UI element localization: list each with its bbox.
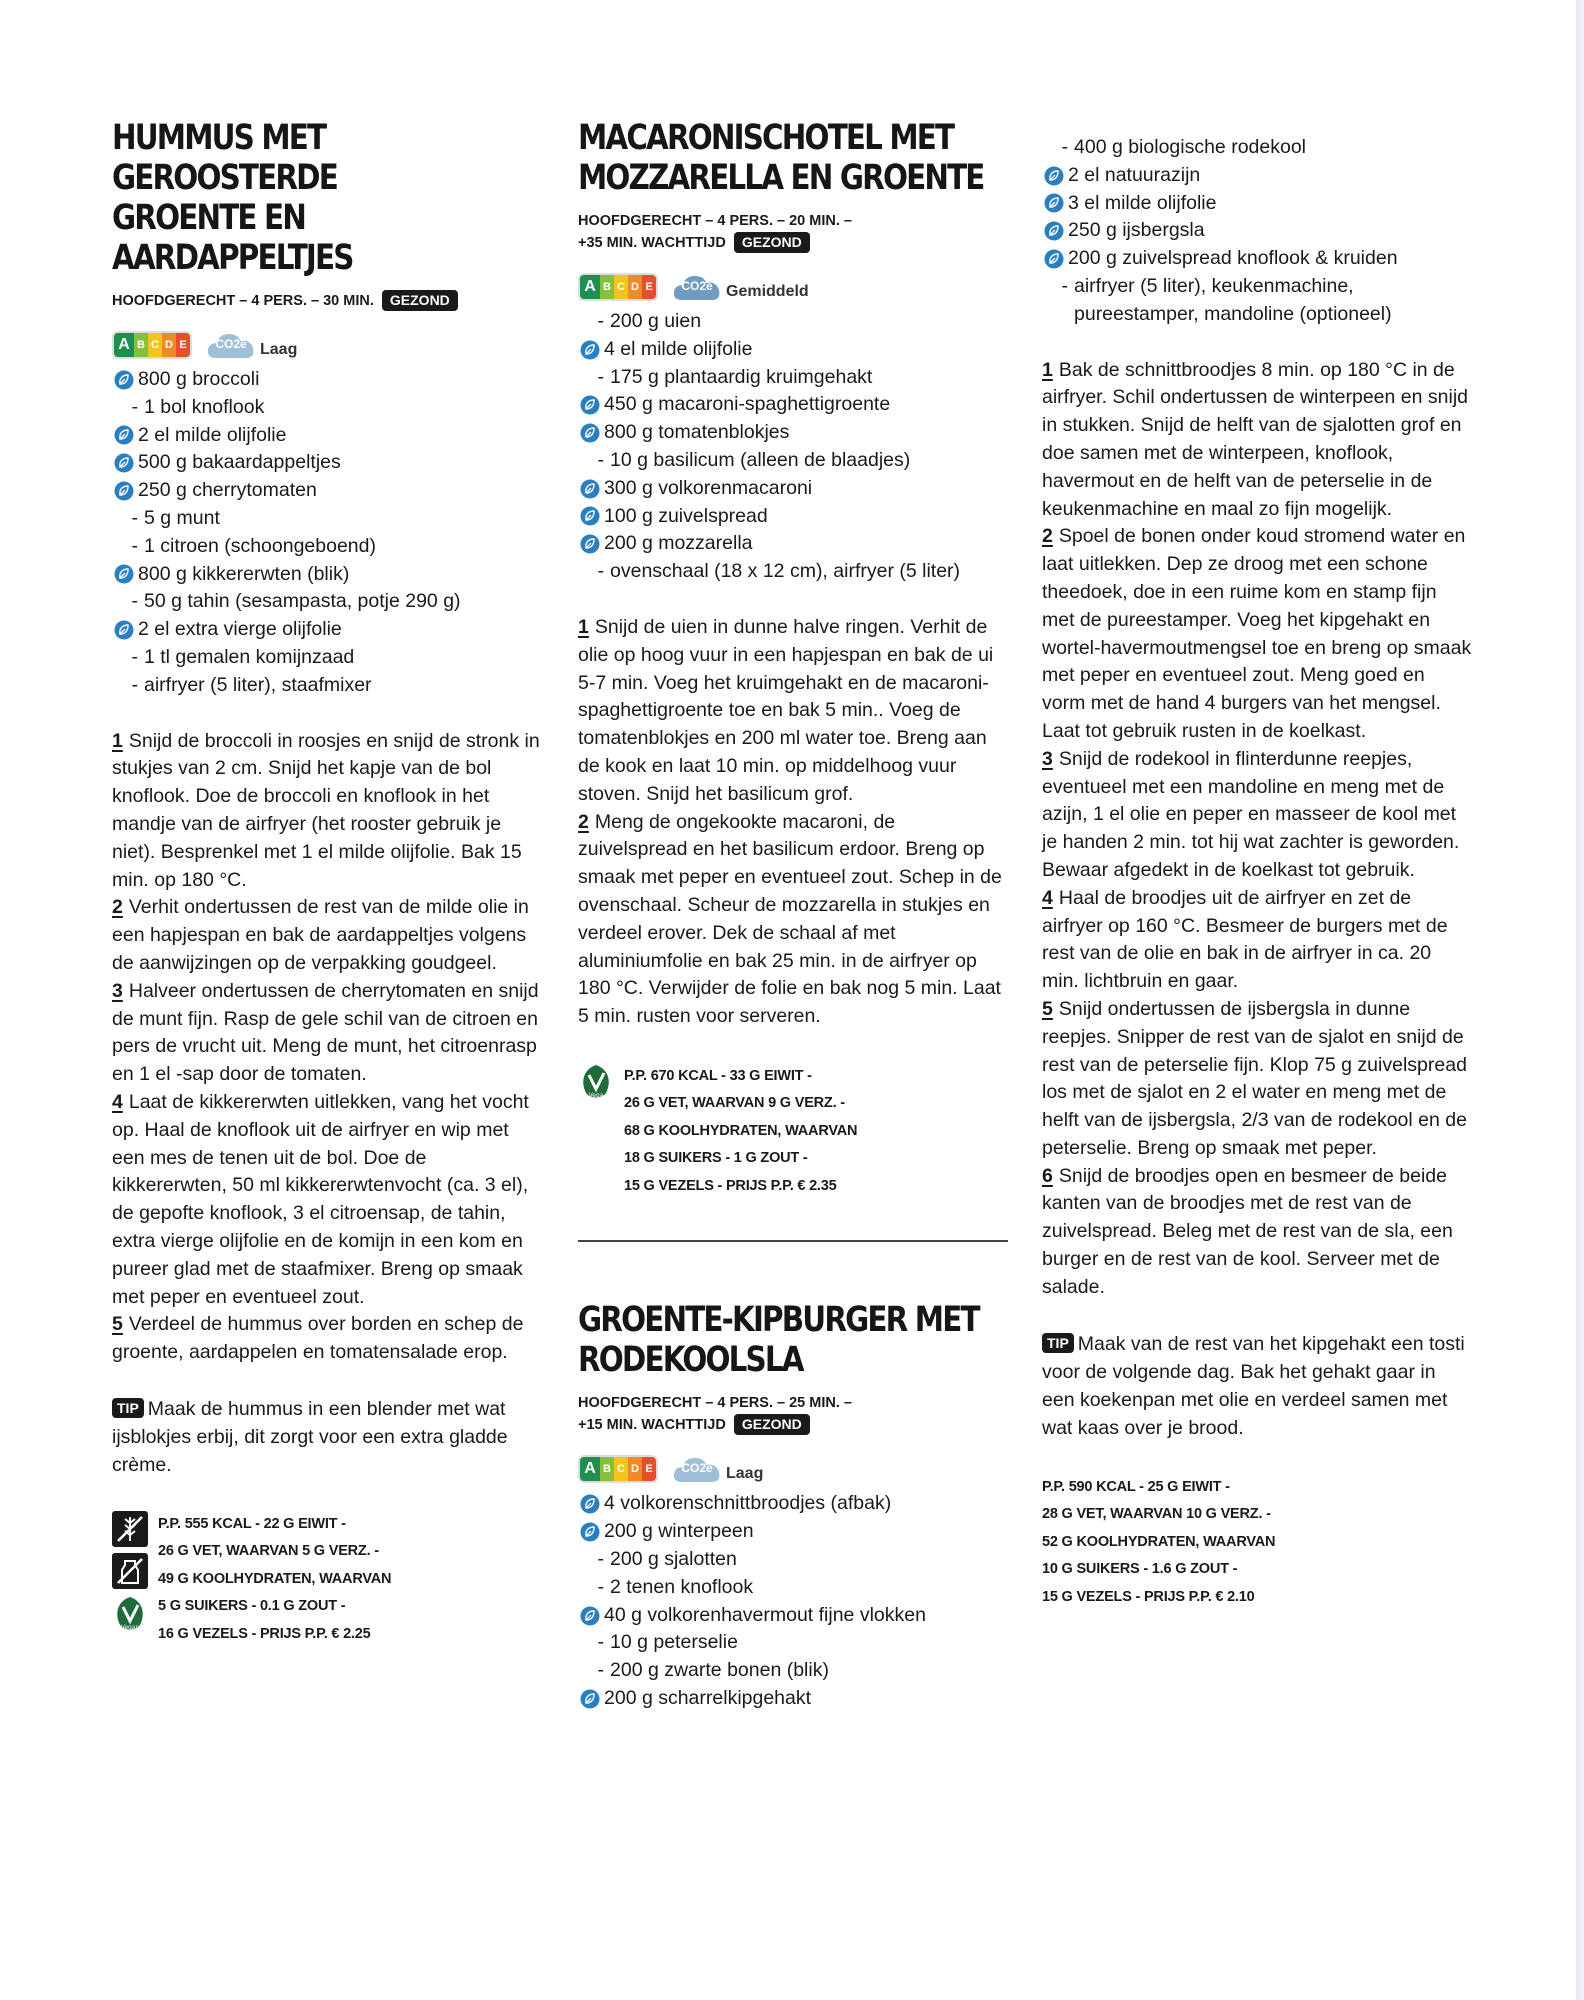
co2-cloud-icon: CO2e — [672, 1454, 722, 1484]
ingredient-item — [578, 1546, 1008, 1574]
step-text: Verhit ondertussen de rest van de milde olie in een hapjespan en bak de aardappeltjes volgens de aanwijzingen op de verpakking goudgeel. — [112, 896, 529, 974]
ingredient-text: 2 el extra vierge olijfolie — [138, 618, 342, 641]
recipe-meta: HOOFDGERECHT – 4 PERS. – 30 MIN. GEZOND — [112, 290, 542, 312]
ingredient-item — [112, 477, 542, 505]
leaf-icon — [580, 423, 600, 443]
ingredient-text: 450 g macaroni-spaghettigroente — [604, 393, 891, 416]
ingredient-item — [112, 616, 542, 644]
ingredient-item — [1042, 134, 1472, 162]
nutrition-values: P.P. 670 KCAL - 33 G EIWIT - 26 G VET, WAARVAN 9 G VERZ. - 68 G KOOLHYDRATEN, WAARVAN 18 G SUIKERS - 1 G ZOUT - 15 G VEZELS - PRIJS P.P. € 2.35 — [624, 1067, 858, 1194]
ingredient-text: 2 el natuurazijn — [1068, 163, 1201, 186]
ingredient-text: 4 volkorenschnittbroodjes (afbak) — [604, 1492, 892, 1515]
step-5 — [112, 1311, 542, 1367]
ingredient-item — [578, 558, 1008, 586]
step-text: Snijd de broccoli in roosjes en snijd de stronk in stukjes van 2 cm. Snijd het kapje van de bol knoflook. Doe de broccoli en knoflook in het mandje van de airfryer (het rooster gebruik je niet). Besprenkel met 1 el milde olijfolie. Bak 15 min. op 180 °C. — [112, 729, 540, 891]
dash-marker: - — [597, 1659, 604, 1682]
step-1 — [578, 614, 1008, 809]
recipe-macaronischotel — [578, 118, 1008, 1200]
ingredient-item — [1042, 162, 1472, 190]
ingredient-text: 400 g biologische rodekool — [1074, 136, 1307, 158]
column-right — [1042, 134, 1472, 1611]
step-2 — [578, 809, 1008, 1031]
leaf-icon — [580, 1606, 600, 1626]
dash-marker: - — [597, 1575, 604, 1598]
leaf-icon — [580, 1494, 600, 1514]
co2-cloud-icon: CO2e — [672, 272, 722, 302]
ingredient-item — [112, 672, 542, 700]
tip-box: TIP Maak de hummus in een blender met wat ijsblokjes erbij, dit zorgt voor een extra gladde crème. — [112, 1397, 508, 1476]
ingredient-text: 1 tl gemalen komijnzaad — [144, 645, 355, 668]
leaf-icon — [1044, 249, 1064, 269]
recipe-meta: HOOFDGERECHT – 4 PERS. – 25 MIN. – +15 MIN. WACHTTIJD GEZOND — [578, 1395, 852, 1434]
ingredient-text: 1 citroen (schoongeboend) — [144, 534, 376, 557]
ingredient-item — [1042, 217, 1472, 245]
leaf-icon — [580, 506, 600, 526]
svg-text:Vegan: Vegan — [120, 1623, 140, 1631]
step-text: Halveer ondertussen de cherrytomaten en snijd de munt fijn. Rasp de gele schil van de citroen en pers de vrucht uit. Meng de munt, het citroenrasp en 1 el -sap door de tomaten. — [112, 979, 539, 1086]
svg-text:Vega: Vega — [588, 1091, 604, 1099]
ingredient-text: 200 g uien — [610, 310, 702, 332]
step-6 — [1042, 1163, 1472, 1302]
step-number: 2 — [1042, 525, 1053, 548]
ingredient-text: 100 g zuivelspread — [604, 504, 768, 527]
ingredient-item — [112, 644, 542, 672]
ingredient-item — [112, 561, 542, 589]
ingredient-text: pureestamper, mandoline (optioneel) — [1074, 302, 1392, 325]
ingredient-text: 200 g zuivelspread knoflook & kruiden — [1068, 247, 1398, 270]
leaf-icon — [580, 534, 600, 554]
lactose-free-icon — [112, 1553, 148, 1589]
dash-marker: - — [131, 673, 138, 696]
ingredient-item — [578, 475, 1008, 503]
nutrition-block — [578, 1063, 1008, 1201]
ingredient-item — [1042, 190, 1472, 218]
step-text: Verdeel de hummus over borden en schep de groente, aardappelen en tomatensalade erop. — [112, 1313, 524, 1364]
ingredient-text: airfryer (5 liter), staafmixer — [144, 673, 372, 696]
step-text: Meng de ongekookte macaroni, de zuivelspread en het basilicum erdoor. Breng op smaak met peper en eventueel zout. Schep in de ovenschaal. Scheur de mozzarella in stukjes en verdeel erover. Dek de schaal af met aluminiumfolie en bak 25 min. in de airfryer op 180 °C. Verwijder de folie en bak nog 5 min. Laat 5 min. rusten voor serveren. — [578, 810, 1002, 1028]
dash-marker: - — [131, 645, 138, 668]
ingredient-text: 50 g tahin (sesampasta, potje 290 g) — [144, 590, 461, 613]
co2-level: Laag — [726, 1465, 764, 1483]
nutrition-values: P.P. 555 KCAL - 22 G EIWIT - 26 G VET, WAARVAN 5 G VERZ. - 49 G KOOLHYDRATEN, WAARVAN 5 G SUIKERS - 0.1 G ZOUT - 16 G VEZELS - PRIJS P.P. € 2.25 — [158, 1515, 392, 1642]
nutriscore-label: A B C D E — [112, 331, 192, 359]
leaf-icon — [114, 564, 134, 584]
ingredient-item — [112, 505, 542, 533]
step-text: Snijd de broodjes open en besmeer de beide kanten van de broodjes met de rest van de zuivelspread. Beleg met de rest van de sla, een burger en de rest van de kool. Serveer met de salade. — [1042, 1164, 1453, 1298]
vega-icon — [578, 1063, 614, 1101]
ingredient-text: 10 g basilicum (alleen de blaadjes) — [610, 448, 911, 471]
ingredient-text: airfryer (5 liter), keukenmachine, — [1074, 274, 1354, 297]
step-4 — [1042, 885, 1472, 996]
recipe-title: MACARONISCHOTEL MET MOZZARELLA EN GROENTE — [578, 118, 984, 198]
dash-marker: - — [597, 1631, 604, 1654]
step-number: 1 — [112, 729, 123, 752]
ingredient-item — [1042, 273, 1472, 301]
ingredient-text: ovenschaal (18 x 12 cm), airfryer (5 liter) — [610, 560, 961, 583]
ingredient-item — [578, 308, 1008, 336]
preparation-steps — [1042, 357, 1472, 1302]
ingredient-text: 800 g kikkererwten (blik) — [138, 562, 350, 585]
ingredient-item — [578, 1574, 1008, 1602]
ingredient-item — [578, 503, 1008, 531]
ingredient-text: 1 bol knoflook — [144, 395, 265, 418]
ingredient-item — [578, 1518, 1008, 1546]
leaf-icon — [114, 370, 134, 390]
step-number: 5 — [112, 1313, 123, 1336]
preparation-steps — [112, 728, 542, 1367]
leaf-icon — [114, 425, 134, 445]
ingredient-text: 250 g ijsbergsla — [1068, 219, 1205, 242]
ingredient-text: 5 g munt — [144, 506, 220, 529]
tip-tag: TIP — [1042, 1333, 1074, 1353]
ingredient-item — [112, 533, 542, 561]
leaf-icon — [1044, 193, 1064, 213]
ingredient-list — [578, 1490, 1008, 1712]
score-labels — [112, 328, 542, 362]
score-labels — [578, 1452, 1008, 1486]
step-text: Haal de broodjes uit de airfryer en zet de airfryer op 160 °C. Besmeer de burgers met de rest van de olie en bak in de airfryer in ca. 20 min. lichtbruin en gaar. — [1042, 886, 1448, 993]
step-number: 3 — [1042, 747, 1053, 770]
ingredient-text: 800 g tomatenblokjes — [604, 421, 790, 444]
ingredient-item — [112, 588, 542, 616]
ingredient-list — [112, 366, 542, 700]
ingredient-item — [112, 366, 542, 394]
step-text: Laat de kikkererwten uitlekken, vang het vocht op. Haal de knoflook uit de airfryer en wip met een mes de tenen uit de bol. Doe de kikkererwten, 50 ml kikkererwtenvocht (ca. 3 el), de gepofte knoflook, 3 el citroensap, de tahin, extra vierge olijfolie en de komijn in een kom en pureer glad met de staafmixer. Breng op smaak met peper en eventueel zout. — [112, 1090, 529, 1308]
ingredient-list — [578, 308, 1008, 586]
step-2 — [1042, 523, 1472, 745]
step-text: Snijd de rodekool in flinterdunne reepjes, eventueel met een mandoline en meng met de azijn, 1 el olie en peper en masseer de kool met je handen 2 min. tot hij wat zachter is geworden. Bewaar afgedekt in de koelkast tot gebruik. — [1042, 747, 1460, 881]
step-2 — [112, 894, 542, 977]
ingredient-item — [1042, 301, 1472, 329]
dash-marker: - — [597, 560, 604, 583]
step-number: 6 — [1042, 1164, 1053, 1187]
leaf-icon — [580, 1522, 600, 1542]
recipe-hummus — [112, 118, 542, 1648]
ingredient-item — [578, 391, 1008, 419]
ingredient-text: 200 g mozzarella — [604, 532, 753, 555]
dash-marker: - — [131, 590, 138, 613]
recipe-title: GROENTE-KIPBURGER MET RODEKOOLSLA — [578, 1300, 979, 1381]
co2-level: Gemiddeld — [726, 283, 809, 300]
step-number: 1 — [1042, 358, 1053, 381]
leaf-icon — [580, 340, 600, 360]
dash-marker: - — [1061, 274, 1068, 297]
column-middle — [578, 118, 1008, 1713]
gluten-free-icon — [112, 1511, 148, 1547]
ingredient-text: 500 g bakaardappeltjes — [138, 451, 341, 474]
ingredient-text: 40 g volkorenhavermout fijne vlokken — [604, 1603, 926, 1626]
nutrition-block — [1042, 1474, 1472, 1612]
gezond-badge: GEZOND — [734, 232, 810, 253]
leaf-icon — [114, 620, 134, 640]
leaf-icon — [114, 453, 134, 473]
ingredient-text: 200 g sjalotten — [610, 1548, 737, 1571]
ingredient-list-continued — [1042, 134, 1472, 329]
leaf-icon — [580, 479, 600, 499]
step-3 — [112, 978, 542, 1089]
step-text: Spoel de bonen onder koud stromend water en laat uitlekken. Dep ze droog met een schone theedoek, doe in een ruime kom en stamp fijn met de pureestamper. Voeg het kipgehakt en wortel-havermoutmengsel toe en breng op smaak met peper en eventueel zout. Meng goed en vorm met de hand 4 burgers van het mengsel. Laat tot gebruik rusten in de koelkast. — [1042, 525, 1472, 742]
ingredient-text: 4 el milde olijfolie — [604, 337, 753, 360]
step-number: 2 — [578, 810, 589, 833]
nutrition-block — [112, 1511, 542, 1649]
recipe-title: HUMMUS MET GEROOSTERDE GROENTE EN AARDAPPELTJES — [112, 118, 353, 278]
step-3 — [1042, 746, 1472, 885]
ingredient-text: 250 g cherrytomaten — [138, 479, 317, 502]
dash-marker: - — [597, 310, 604, 332]
step-number: 5 — [1042, 997, 1053, 1020]
ingredient-text: 200 g winterpeen — [604, 1520, 754, 1543]
step-1 — [1042, 357, 1472, 524]
ingredient-item — [112, 422, 542, 450]
ingredient-item — [578, 1629, 1008, 1657]
ingredient-text: 200 g scharrelkipgehakt — [604, 1687, 812, 1709]
step-4 — [112, 1089, 542, 1311]
dash-marker: - — [597, 1548, 604, 1571]
step-number: 4 — [1042, 886, 1053, 909]
dash-marker: - — [131, 506, 138, 529]
ingredient-text: 3 el milde olijfolie — [1068, 191, 1217, 214]
tip-box: TIP Maak van de rest van het kipgehakt een tosti voor de volgende dag. Bak het gehakt gaar in een koekenpan met olie en verdeel samen met wat kaas over je brood. — [1042, 1332, 1465, 1439]
dash-marker: - — [131, 534, 138, 557]
step-number: 3 — [112, 979, 123, 1002]
co2-level: Laag — [260, 341, 298, 358]
vegan-icon — [112, 1595, 148, 1633]
ingredient-item — [578, 1685, 1008, 1713]
page-edge — [1576, 0, 1584, 2000]
ingredient-item — [578, 530, 1008, 558]
ingredient-text: 2 tenen knoflook — [610, 1575, 754, 1598]
step-text: Snijd de uien in dunne halve ringen. Verhit de olie op hoog vuur in een hapjespan en bak de ui 5-7 min. Voeg het kruimgehakt en de macaroni-spaghettigroente toe en bak 5 min.. Voeg de tomatenblokjes en 200 ml water toe. Breng aan de kook en laat 10 min. op middelhoog vuur stoven. Snijd het basilicum grof. — [578, 615, 994, 805]
ingredient-text: 300 g volkorenmacaroni — [604, 476, 813, 499]
ingredient-item — [578, 336, 1008, 364]
leaf-icon — [1044, 166, 1064, 186]
step-number: 1 — [578, 615, 589, 638]
recipe-groente-kipburger — [578, 1300, 1008, 1712]
step-1 — [112, 728, 542, 895]
tip-tag: TIP — [112, 1398, 144, 1418]
ingredient-item — [578, 1657, 1008, 1685]
nutriscore-label: A B C D E — [578, 1455, 658, 1483]
step-number: 2 — [112, 896, 123, 919]
step-5 — [1042, 996, 1472, 1163]
ingredient-item — [578, 1490, 1008, 1518]
dash-marker: - — [597, 365, 604, 388]
dash-marker: - — [1061, 136, 1068, 158]
co2-cloud-icon: CO2e — [206, 330, 256, 360]
gezond-badge: GEZOND — [382, 290, 458, 311]
ingredient-text: 200 g zwarte bonen (blik) — [610, 1659, 829, 1682]
ingredient-item — [578, 364, 1008, 392]
leaf-icon — [580, 1689, 600, 1709]
nutriscore-label: A B C D E — [578, 273, 658, 301]
ingredient-item — [112, 449, 542, 477]
ingredient-text: 2 el milde olijfolie — [138, 423, 287, 446]
dash-marker: - — [597, 448, 604, 471]
step-text: Snijd ondertussen de ijsbergsla in dunne reepjes. Snipper de rest van de sjalot en snijd de rest van de peterselie fijn. Klop 75 g zuivelspread los met de sjalot en 2 el water en meng met de helft van de ijsbergsla, 2/3 van de rodekool en de peterselie. Breng op smaak met peper. — [1042, 997, 1467, 1159]
ingredient-item — [1042, 245, 1472, 273]
score-labels — [578, 270, 1008, 304]
nutrition-values: P.P. 590 KCAL - 25 G EIWIT - 28 G VET, WAARVAN 10 G VERZ. - 52 G KOOLHYDRATEN, WAARVAN 10 G SUIKERS - 1.6 G ZOUT - 15 G VEZELS - PRIJS P.P. € 2.10 — [1042, 1478, 1276, 1605]
leaf-icon — [114, 481, 134, 501]
preparation-steps — [578, 614, 1008, 1031]
leaf-icon — [1044, 221, 1064, 241]
ingredient-text: 10 g peterselie — [610, 1631, 738, 1654]
ingredient-item — [578, 1602, 1008, 1630]
ingredient-item — [578, 447, 1008, 475]
recipe-meta: HOOFDGERECHT – 4 PERS. – 20 MIN. – +35 MIN. WACHTTIJD GEZOND — [578, 213, 852, 251]
step-text: Bak de schnittbroodjes 8 min. op 180 °C in de airfryer. Schil ondertussen de winterpeen en snijd in stukken. Snijd de helft van de sjalotten grof en doe samen met de winterpeen, knoflook, havermout en de helft van de peterselie in de keukenmachine en maal zo fijn mogelijk. — [1042, 358, 1468, 520]
step-number: 4 — [112, 1090, 123, 1113]
ingredient-item — [578, 419, 1008, 447]
gezond-badge: GEZOND — [734, 1414, 810, 1435]
dash-marker: - — [131, 395, 138, 418]
ingredient-text: 800 g broccoli — [138, 368, 260, 390]
section-divider — [578, 1240, 1008, 1242]
ingredient-text: 175 g plantaardig kruimgehakt — [610, 365, 873, 388]
leaf-icon — [580, 395, 600, 415]
ingredient-item — [112, 394, 542, 422]
